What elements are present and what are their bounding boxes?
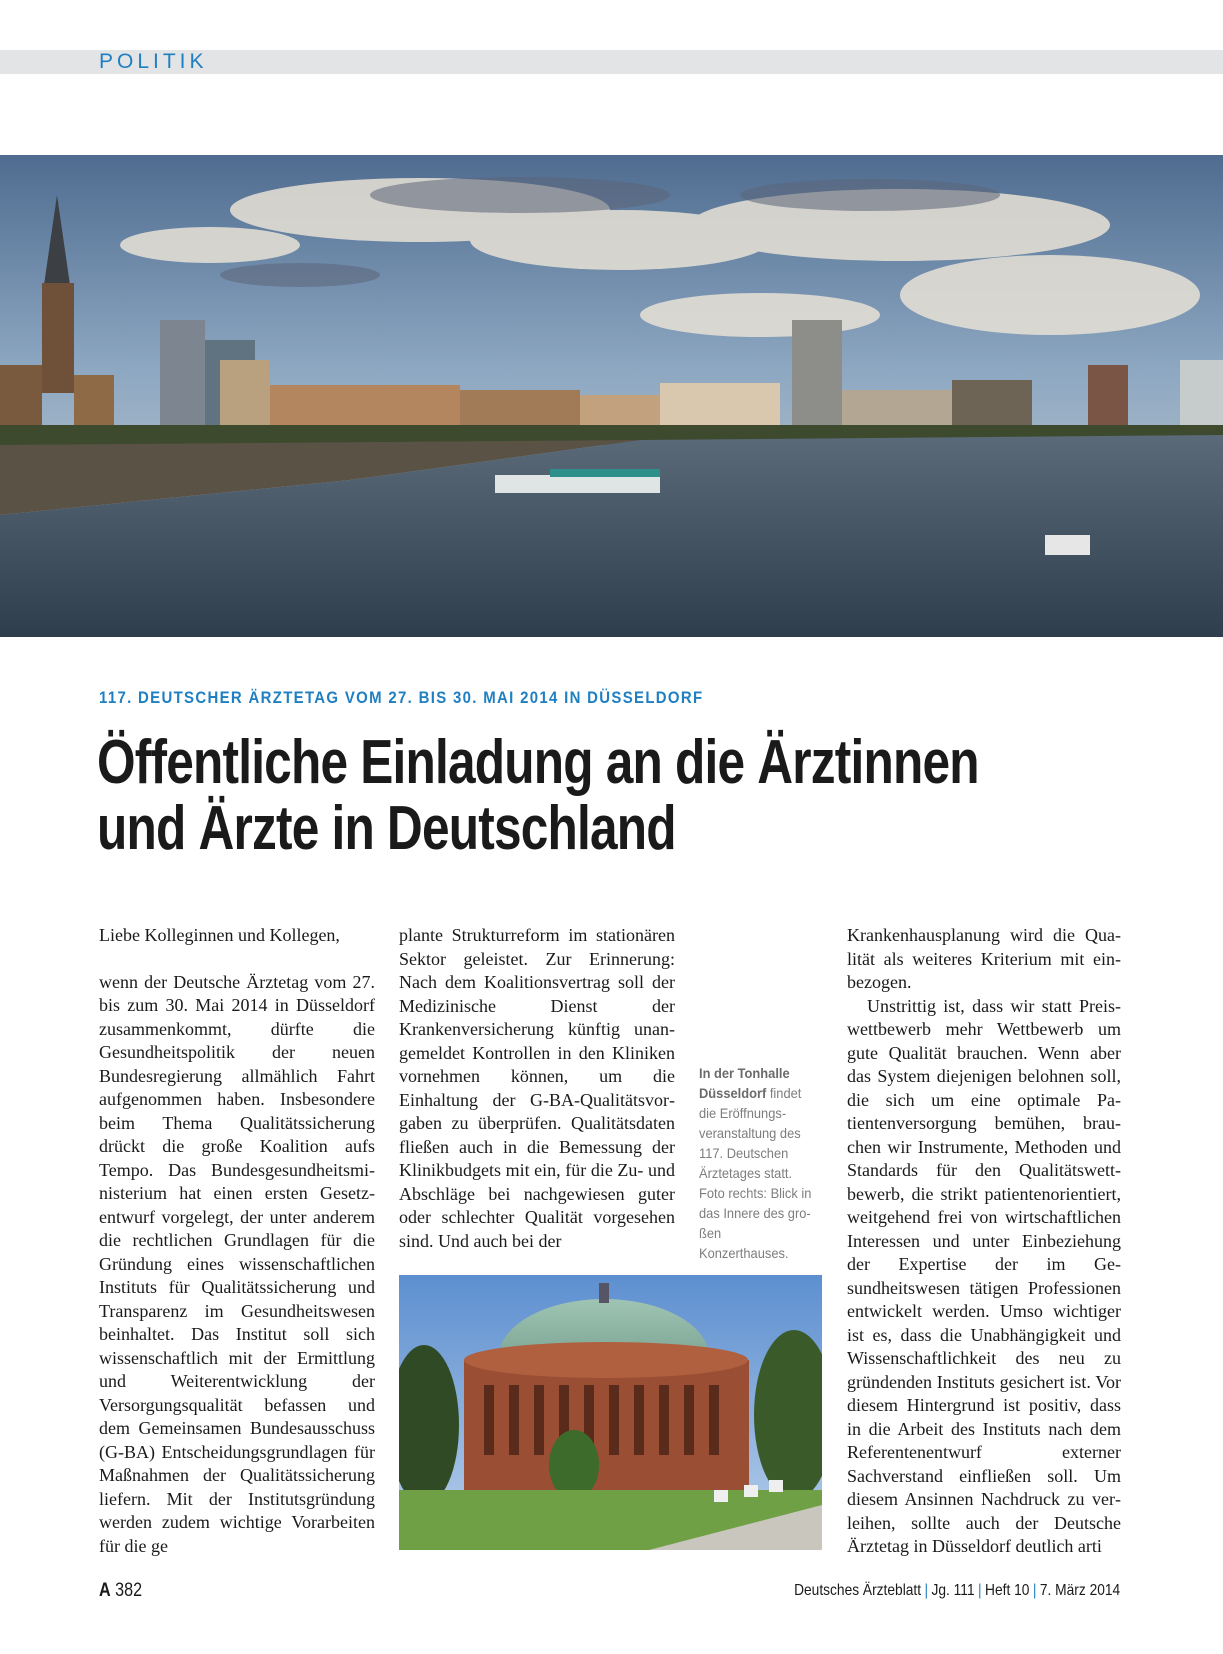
headline-line-2: und Ärzte in Deutschland (97, 794, 676, 863)
article-column-2 (399, 924, 675, 1253)
footer-issue: Heft 10 (984, 1582, 1030, 1599)
column-4-paragraph-1: Krankenhausplanung wird die Qualität als weiteres Kriterium mit einbezogen. (847, 925, 1121, 992)
footer-separator: | (924, 1582, 928, 1599)
footer-volume: Jg. 111 (931, 1582, 975, 1599)
article-column-1 (99, 924, 375, 1558)
footer-journal: Deutsches Ärzteblatt (793, 1582, 921, 1599)
footer-separator: | (1032, 1582, 1037, 1599)
column-4-paragraph-2: Unstrittig ist, dass wir statt Preiswettbewerb mehr Wettbewerb um gute Qualität brauchen. Wenn aber das System diejenigen belohnen soll, die sich um eine optimale Patientenversorgung bemühen, brauchen wir Instrumente, Methoden und Standards für den Qualitätswettbewerb, die strikt patientenorientiert, weitgehend frei von wirtschaftlichen Interessen und unter Einbeziehung der Expertise der im Gesundheitswesen tätigen Professionen entwickelt werden. Umso wichtiger ist es, dass die Unabhängigkeit und Wissenschaftlichkeit des neu zu gründenden Instituts gesichert ist. Vor diesem Hintergrund ist positiv, dass in die Arbeit des Instituts nach dem Referentenentwurf externer Sachverstand einfließen soll. Um diesem Ansinnen Nachdruck zu verleihen, sollte auch der Deutsche Ärztetag in Düsseldorf deutlich arti (847, 995, 1121, 1556)
footer-date: 7. März 2014 (1039, 1582, 1120, 1599)
caption-text: findet die Eröffnungsveranstaltung des 117. Deutschen Ärztetages statt. Foto rechts: Blick in das Innere des großen Konzerthauses. (699, 1085, 812, 1261)
section-label: POLITIK (99, 50, 208, 73)
page-number-value: 382 (115, 1580, 143, 1601)
salutation: Liebe Kolleginnen und Kollegen, (99, 925, 340, 945)
column-1-text: wenn der Deutsche Ärztetag vom 27. bis zum 30. Mai 2014 in Düsseldorf zusammenkommt, dürfte die Gesundheitspolitik der neuen Bundesregierung allmählich Fahrt aufgenommen haben. Insbesondere beim Thema Qualitätssicherung drückt die große Koalition aufs Tempo. Das Bundesgesundheitsministerium hat einen ersten Gesetzentwurf vorgelegt, der unter anderem die rechtlichen Grundlagen für die Gründung eines wissenschaftlichen Instituts für Qualitätssicherung und Transparenz im Gesundheitswesen beinhaltet. Das Institut soll sich wissenschaftlich mit der Ermittlung und Weiterentwicklung der Versorgungsqualität befassen und dem Gemeinsamen Bundesausschuss (G-BA) Entscheidungsgrundlagen für Maßnahmen der Qualitätssicherung liefern. Mit der Institutsgründung werden zudem wichtige Vorarbeiten für die ge (99, 971, 375, 1556)
hero-photo-duesseldorf-skyline (0, 155, 1223, 637)
article-kicker: 117. DEUTSCHER ÄRZTETAG VOM 27. BIS 30. MAI 2014 IN DÜSSELDORF (99, 688, 704, 707)
page-number (99, 1580, 142, 1602)
tonhalle-photo (399, 1275, 822, 1550)
photo-caption (699, 1063, 814, 1263)
article-headline (97, 730, 1041, 862)
footer-separator: | (977, 1582, 982, 1599)
article-column-4 (847, 924, 1121, 1559)
column-2-text: plante Strukturreform im stationären Sektor geleistet. Zur Erinnerung: Nach dem Koalitionsvertrag soll der Medizinische Dienst der Krankenversicherung künftig unangemeldet Kontrollen in den Kliniken vornehmen können, um die Einhaltung der G-BA-Qualitätsvorgaben zu überprüfen. Qualitätsdaten fließen auch in die Bemessung der Klinikbudgets mit ein, für die Zu- und Abschläge bei nachgewiesen guter oder schlechter Qualität vorgesehen sind. Und auch bei der (399, 925, 675, 1251)
headline-line-1: Öffentliche Einladung an die Ärztinnen (97, 728, 979, 797)
page-prefix: A (99, 1580, 111, 1601)
footer-publication-info (794, 1582, 1120, 1600)
caption-bold: In der Tonhalle Düsseldorf (699, 1065, 790, 1101)
